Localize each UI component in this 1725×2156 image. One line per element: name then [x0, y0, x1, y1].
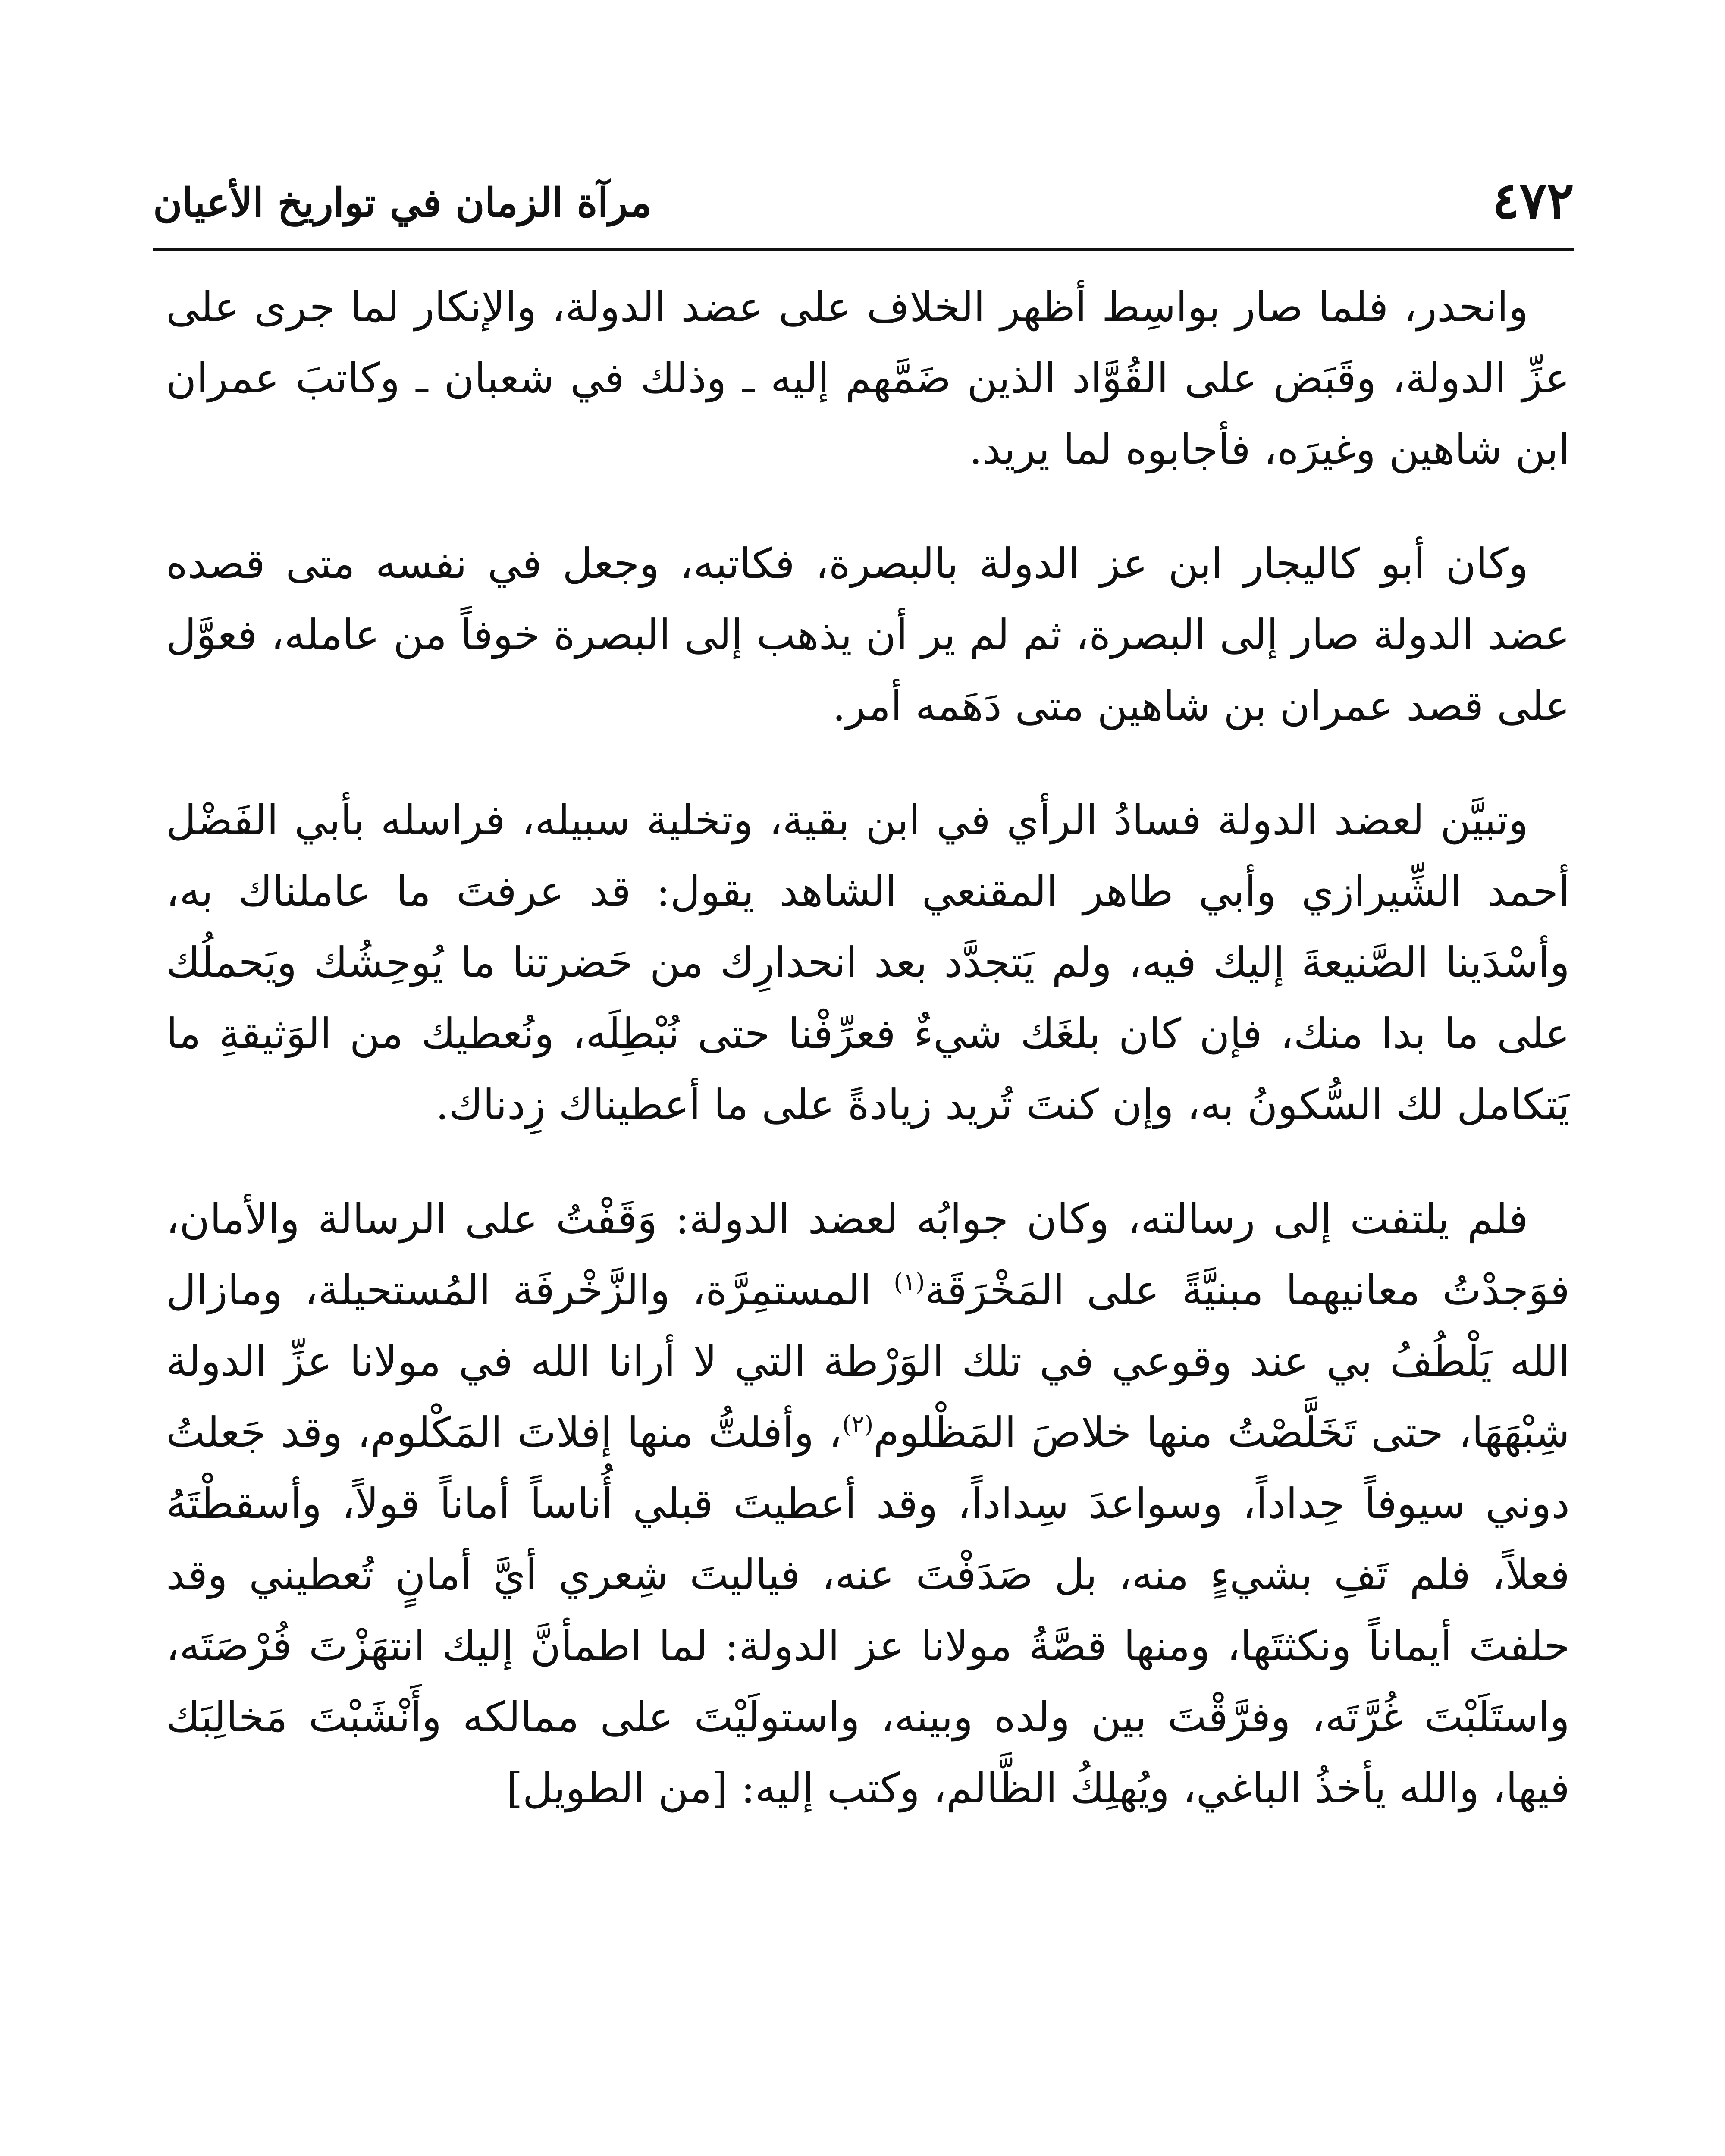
header-rule — [153, 248, 1574, 251]
footnote-ref-1[interactable]: (١) — [894, 1268, 925, 1296]
main-text — [166, 272, 1570, 1867]
page-number: ٤٧٢ — [1492, 170, 1574, 230]
paragraph-2: وكان أبو كاليجار ابن عز الدولة بالبصرة، فكاتبه، وجعل في نفسه متى قصده عضد الدولة صار إلى البصرة، ثم لم ير أن يذهب إلى البصرة خوفاً من عامله، فعوَّل على قصد عمران بن شاهين متى دَهَمه أمر. — [166, 539, 1570, 730]
page-header — [153, 168, 1574, 246]
paragraph-4 — [166, 1184, 1570, 1824]
footnote-ref-2[interactable]: (٢) — [842, 1410, 874, 1438]
paragraph-3: وتبيَّن لعضد الدولة فسادُ الرأي في ابن بقية، وتخلية سبيله، فراسله بأبي الفَضْل أحمد الشِّيرازي وأبي طاهر المقنعي الشاهد يقول: قد عرفتَ ما عاملناك به، وأسْدَينا الصَّنيعةَ إليك فيه، ولم يَتجدَّد بعد انحدارِك من حَضرتنا ما يُوحِشُك ويَحملُك على ما بدا منك، فإن كان بلغَك شيءٌ فعرِّفْنا حتى نُبْطِلَه، ونُعطيك من الوَثيقةِ ما يَتكامل لك السُّكونُ به، وإن كنتَ تُريد زيادةً على ما أعطيناك زِدناك. — [166, 796, 1570, 1129]
paragraph-4-part-a: فلم يلتفت إلى رسالته، وكان جوابُه لعضد الدولة: وَقَفْتُ على الرسالة والأمان، فوَجدْتُ معانيهما مبنيَّةً على المَخْرَقَة — [166, 1195, 1570, 1314]
paragraph-1: وانحدر، فلما صار بواسِط أظهر الخلاف على عضد الدولة، والإنكار لما جرى على عزِّ الدولة، وقَبَض على القُوَّاد الذين ضَمَّهم إليه ـ وذلك في شعبان ـ وكاتبَ عمران ابن شاهين وغيرَه، فأجابوه لما يريد. — [166, 283, 1570, 473]
running-title: مرآة الزمان في تواريخ الأعيان — [153, 179, 652, 226]
paragraph-4-part-b: المستمِرَّة، والزَّخْرفَة المُستحيلة، ومازال الله يَلْطُفُ بي عند وقوعي في تلك الوَرْطة التي لا أرانا الله في مولانا عزِّ الدولة شِبْهَهَا، حتى تَخَلَّصْتُ منها خلاصَ المَظْلوم — [166, 1266, 1570, 1457]
paragraph-4-part-c: ، وأفلتُّ منها إفلاتَ المَكْلوم، وقد جَعلتُ دوني سيوفاً حِداداً، وسواعدَ سِداداً، وقد أعطيتَ قبلي أُناساً أماناً قولاً، وأسقطْتَهُ فعلاً، فلم تَفِ بشيءٍ منه، بل صَدَفْتَ عنه، فياليتَ شِعري أيَّ أمانٍ تُعطيني وقد حلفتَ أيماناً ونكثتَها، ومنها قصَّةُ مولانا عز الدولة: لما اطمأنَّ إليك انتهَزْتَ فُرْصَتَه، واستَلَبْتَ غُرَّتَه، وفرَّقْتَ بين ولده وبينه، واستولَيْتَ على ممالكه وأَنْشَبْتَ مَخالِبَك فيها، والله يأخذُ الباغي، ويُهلِكُ الظَّالم، وكتب إليه: [من الطويل] — [166, 1408, 1570, 1812]
